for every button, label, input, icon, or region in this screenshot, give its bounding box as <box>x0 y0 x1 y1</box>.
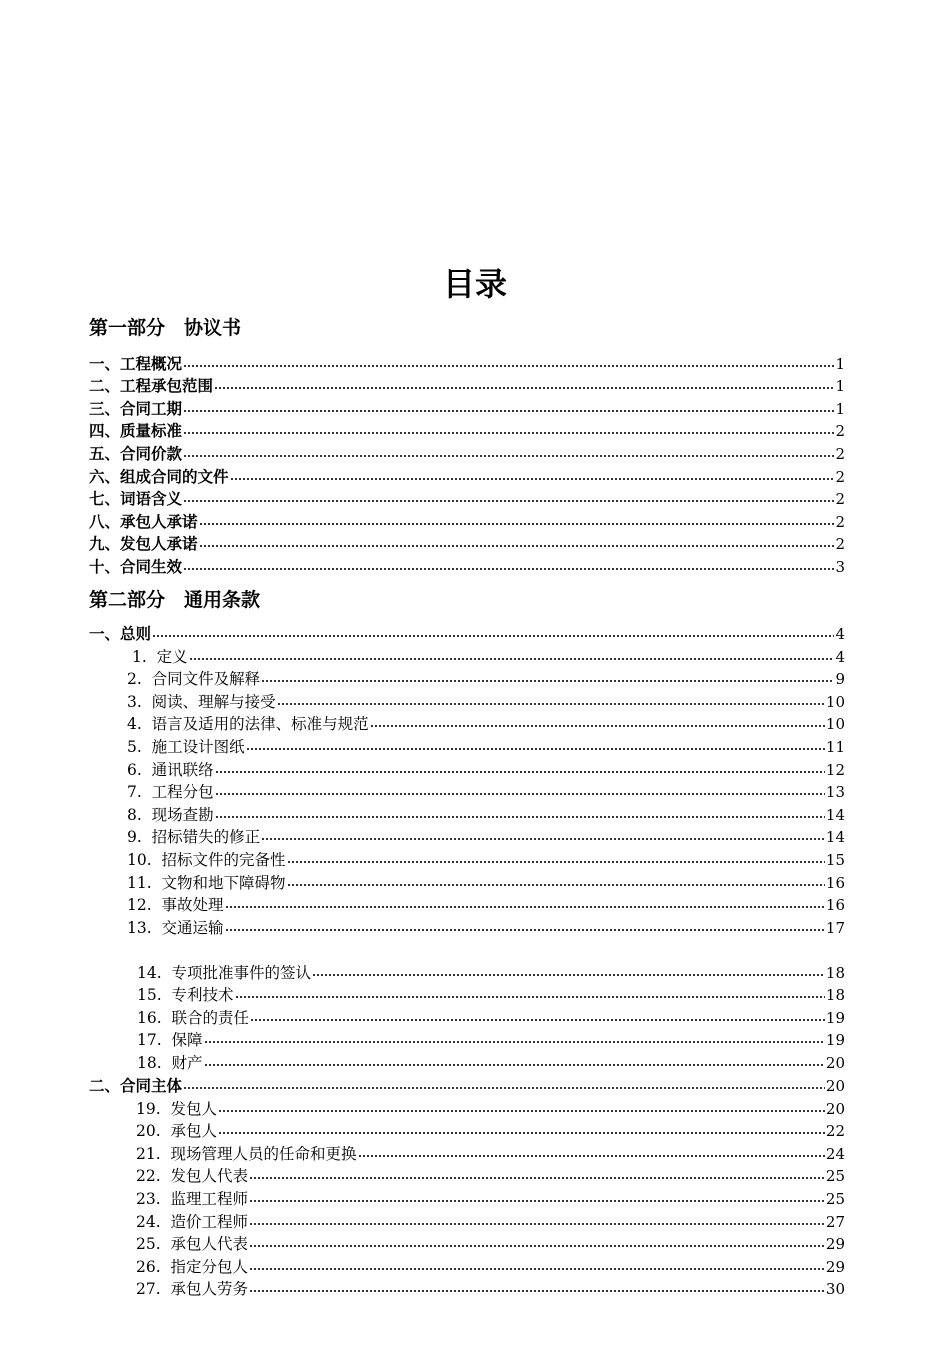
toc-entry <box>0 442 950 465</box>
dot-leader <box>246 746 825 752</box>
dot-leader <box>370 723 825 729</box>
dot-leader <box>358 1153 825 1159</box>
toc-page-number: 14 <box>825 805 845 824</box>
toc-page-number: 4 <box>835 624 845 643</box>
toc-entry-label: 七、词语含义 <box>89 490 183 509</box>
dot-leader <box>261 836 825 842</box>
dot-leader <box>218 1108 825 1114</box>
toc-page-number: 18 <box>825 986 845 1005</box>
dot-leader <box>235 994 825 1000</box>
toc-entry-label: 三、合同工期 <box>89 399 183 418</box>
toc-entry-label: 19. 发包人 <box>136 1099 218 1118</box>
toc-page-number: 30 <box>825 1280 845 1299</box>
toc-item <box>0 690 950 713</box>
part1-heading: 第一部分 协议书 <box>89 317 242 339</box>
page-title: 目录 <box>442 265 507 303</box>
toc-item <box>0 1029 950 1052</box>
toc-item <box>0 758 950 781</box>
toc-entry-label: 7. 工程分包 <box>127 783 214 802</box>
toc-page-number: 1 <box>835 399 845 418</box>
toc-page-number: 29 <box>825 1235 845 1254</box>
toc-page-number: 2 <box>835 444 845 463</box>
dot-leader <box>215 814 825 820</box>
dot-leader <box>249 1288 825 1294</box>
toc-item <box>0 1255 950 1278</box>
toc-page-number: 1 <box>835 377 845 396</box>
dot-leader <box>287 859 825 865</box>
dot-leader <box>189 656 835 662</box>
toc-entry-label: 十、合同生效 <box>89 557 183 576</box>
toc-entry-label: 17. 保障 <box>137 1031 203 1050</box>
dot-leader <box>215 791 825 797</box>
toc-entry-label: 26. 指定分包人 <box>136 1257 249 1276</box>
toc-item <box>0 871 950 894</box>
toc-entry-label: 5. 施工设计图纸 <box>127 737 245 756</box>
toc-entry-label: 1. 定义 <box>132 647 188 666</box>
dot-leader <box>183 408 834 414</box>
toc-item <box>0 781 950 804</box>
toc-section <box>0 1074 950 1097</box>
toc-item <box>0 1097 950 1120</box>
toc-page-number: 15 <box>825 850 845 869</box>
toc-page-number: 22 <box>825 1122 845 1141</box>
dot-leader <box>214 385 834 391</box>
toc-page-number: 24 <box>825 1144 845 1163</box>
dot-leader <box>249 1266 825 1272</box>
toc-entry-label: 3. 阅读、理解与接受 <box>127 692 276 711</box>
toc-entry-label: 12. 事故处理 <box>127 896 224 915</box>
dot-leader <box>249 1175 825 1181</box>
toc-page-number: 19 <box>825 1031 845 1050</box>
toc-page-number: 3 <box>835 557 845 576</box>
dot-leader <box>183 498 834 504</box>
toc-page-number: 9 <box>835 670 845 689</box>
toc-item <box>0 668 950 691</box>
dot-leader <box>225 904 825 910</box>
toc-page-number: 2 <box>835 535 845 554</box>
toc-page-number: 18 <box>825 963 845 982</box>
toc-entry-label: 23. 监理工程师 <box>136 1189 249 1208</box>
toc-item <box>0 1210 950 1233</box>
toc-item <box>0 916 950 939</box>
toc-entry-label: 11. 文物和地下障碍物 <box>127 873 286 892</box>
toc-entry <box>0 510 950 533</box>
dot-leader <box>218 1130 825 1136</box>
toc-item <box>0 1278 950 1301</box>
dot-leader <box>261 678 834 684</box>
toc-page-number: 16 <box>825 896 845 915</box>
toc-entry-label: 22. 发包人代表 <box>136 1167 249 1186</box>
toc-item <box>0 1142 950 1165</box>
toc-item <box>0 1187 950 1210</box>
toc-entry-label: 18. 财产 <box>137 1053 203 1072</box>
toc-item <box>0 713 950 736</box>
toc-section <box>0 622 950 645</box>
toc-page-number: 14 <box>825 828 845 847</box>
toc-page-number: 10 <box>825 715 845 734</box>
dot-leader <box>249 1198 825 1204</box>
toc-item <box>0 803 950 826</box>
toc-entry <box>0 352 950 375</box>
toc-entry-label: 16. 联合的责任 <box>137 1008 250 1027</box>
toc-page-number: 10 <box>825 692 845 711</box>
toc-entry <box>0 533 950 556</box>
toc-page-number: 1 <box>835 354 845 373</box>
toc-page-number: 25 <box>825 1189 845 1208</box>
toc-item <box>0 1165 950 1188</box>
dot-leader <box>183 363 834 369</box>
toc-entry-label: 21. 现场管理人员的任命和更换 <box>136 1144 357 1163</box>
dot-leader <box>225 927 825 933</box>
dot-leader <box>199 543 835 549</box>
dot-leader <box>230 476 835 482</box>
toc-page-number: 16 <box>825 873 845 892</box>
toc-entry-label: 25. 承包人代表 <box>136 1235 249 1254</box>
toc-entry-label: 9. 招标错失的修正 <box>127 828 261 847</box>
toc-item <box>0 735 950 758</box>
toc-entry-label: 14. 专项批准事件的签认 <box>137 963 312 982</box>
toc-page-number: 20 <box>825 1076 845 1095</box>
toc-entry-label: 20. 承包人 <box>136 1122 218 1141</box>
toc-page-number: 25 <box>825 1167 845 1186</box>
dot-leader <box>277 701 825 707</box>
dot-leader <box>152 633 834 639</box>
dot-leader <box>249 1243 825 1249</box>
toc-entry <box>0 465 950 488</box>
toc-item <box>0 961 950 984</box>
dot-leader <box>312 972 825 978</box>
toc-page-number: 2 <box>835 512 845 531</box>
toc-item <box>0 984 950 1007</box>
dot-leader <box>183 430 834 436</box>
dot-leader <box>183 566 834 572</box>
toc-entry-label: 15. 专利技术 <box>137 986 234 1005</box>
toc-page-number: 2 <box>835 467 845 486</box>
dot-leader <box>287 882 825 888</box>
toc-entry-label: 八、承包人承诺 <box>89 512 198 531</box>
toc-item <box>0 1233 950 1256</box>
toc-item <box>0 848 950 871</box>
toc-entry-label: 6. 通讯联络 <box>127 760 214 779</box>
toc-page-number: 17 <box>825 918 845 937</box>
dot-leader <box>183 453 834 459</box>
toc-entry-label: 五、合同价款 <box>89 444 183 463</box>
toc-entry-label: 六、组成合同的文件 <box>89 467 229 486</box>
toc-page-number: 4 <box>835 647 845 666</box>
dot-leader <box>250 1017 825 1023</box>
toc-page-number: 29 <box>825 1257 845 1276</box>
toc-entry-label: 四、质量标准 <box>89 422 183 441</box>
toc-entry-label: 27. 承包人劳务 <box>136 1280 249 1299</box>
toc-page-number: 19 <box>825 1008 845 1027</box>
toc-entry-label: 4. 语言及适用的法律、标准与规范 <box>127 715 369 734</box>
toc-entry <box>0 397 950 420</box>
toc-entry-label: 九、发包人承诺 <box>89 535 198 554</box>
dot-leader <box>204 1039 825 1045</box>
toc-page-number: 20 <box>825 1053 845 1072</box>
toc-item <box>0 1006 950 1029</box>
toc-entry-label: 一、工程概况 <box>89 354 183 373</box>
toc-item <box>0 1051 950 1074</box>
dot-leader <box>215 769 825 775</box>
toc-page-number: 2 <box>835 490 845 509</box>
toc-entry <box>0 488 950 511</box>
toc-entry-label: 24. 造价工程师 <box>136 1212 249 1231</box>
dot-leader <box>204 1062 825 1068</box>
toc-page-number: 20 <box>825 1099 845 1118</box>
toc-entry-label: 13. 交通运输 <box>127 918 224 937</box>
toc-page-number: 2 <box>835 422 845 441</box>
dot-leader <box>249 1221 825 1227</box>
toc-entry-label: 8. 现场查勘 <box>127 805 214 824</box>
toc-item <box>0 826 950 849</box>
toc-entry-label: 一、总则 <box>89 624 152 643</box>
dot-leader <box>183 1085 825 1091</box>
toc-entry <box>0 375 950 398</box>
toc-entry-label: 二、工程承包范围 <box>89 377 214 396</box>
toc-page-number: 12 <box>825 760 845 779</box>
part2-heading: 第二部分 通用条款 <box>89 589 261 611</box>
toc-entry-label: 二、合同主体 <box>89 1076 183 1095</box>
toc-item <box>0 894 950 917</box>
toc-item <box>0 645 950 668</box>
toc-page-number: 27 <box>825 1212 845 1231</box>
toc-entry-label: 10. 招标文件的完备性 <box>127 850 286 869</box>
toc-entry <box>0 420 950 443</box>
toc-page-number: 13 <box>825 783 845 802</box>
toc-item <box>0 1120 950 1143</box>
toc-page-number: 11 <box>825 737 845 756</box>
toc-entry <box>0 555 950 578</box>
dot-leader <box>199 521 835 527</box>
toc-entry-label: 2. 合同文件及解释 <box>127 670 261 689</box>
